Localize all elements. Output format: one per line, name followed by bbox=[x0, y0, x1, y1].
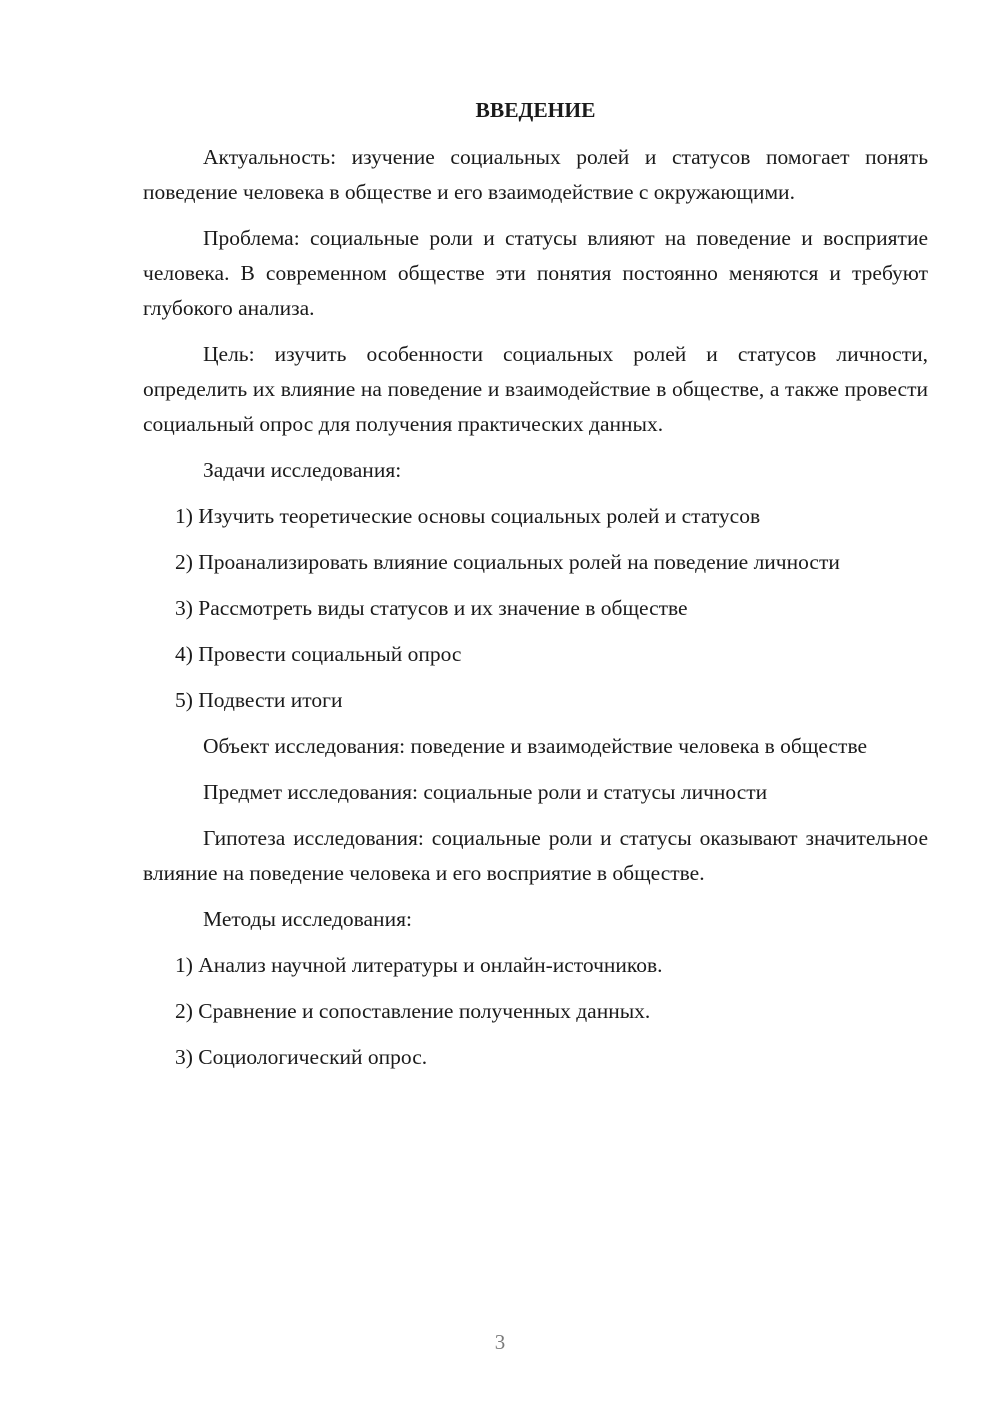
page-number: 3 bbox=[494, 1330, 506, 1354]
section-title: ВВЕДЕНИЕ bbox=[475, 98, 596, 122]
relevance-paragraph: Актуальность: изучение социальных ролей и статусов помогает понять поведение человека в обществе и его взаимодействие с окружающими. bbox=[143, 145, 928, 204]
hypothesis-paragraph: Гипотеза исследования: социальные роли и статусы оказывают значительное влияние на поведение человека и его восприятие в обществе. bbox=[143, 826, 928, 885]
method-item: 1) Анализ научной литературы и онлайн-источников. bbox=[175, 953, 663, 977]
subject-paragraph: Предмет исследования: социальные роли и статусы личности bbox=[203, 780, 768, 804]
goal-paragraph: Цель: изучить особенности социальных ролей и статусов личности, определить их влияние на поведение и взаимодействие в обществе, а также провести социальный опрос для получения практических данных. bbox=[143, 342, 928, 436]
task-item: 3) Рассмотреть виды статусов и их значение в обществе bbox=[175, 596, 688, 620]
task-item: 5) Подвести итоги bbox=[175, 688, 343, 712]
problem-paragraph: Проблема: социальные роли и статусы влияют на поведение и восприятие человека. В современном обществе эти понятия постоянно меняются и требуют глубокого анализа. bbox=[143, 226, 928, 320]
task-item: 2) Проанализировать влияние социальных ролей на поведение личности bbox=[175, 550, 840, 574]
method-item: 3) Социологический опрос. bbox=[175, 1045, 428, 1069]
tasks-heading: Задачи исследования: bbox=[203, 458, 402, 482]
task-item: 1) Изучить теоретические основы социальных ролей и статусов bbox=[175, 504, 761, 528]
document-page bbox=[143, 90, 928, 1086]
method-item: 2) Сравнение и сопоставление полученных данных. bbox=[175, 999, 651, 1023]
task-item: 4) Провести социальный опрос bbox=[175, 642, 462, 666]
object-paragraph: Объект исследования: поведение и взаимодействие человека в обществе bbox=[203, 734, 868, 758]
methods-heading: Методы исследования: bbox=[203, 907, 412, 931]
